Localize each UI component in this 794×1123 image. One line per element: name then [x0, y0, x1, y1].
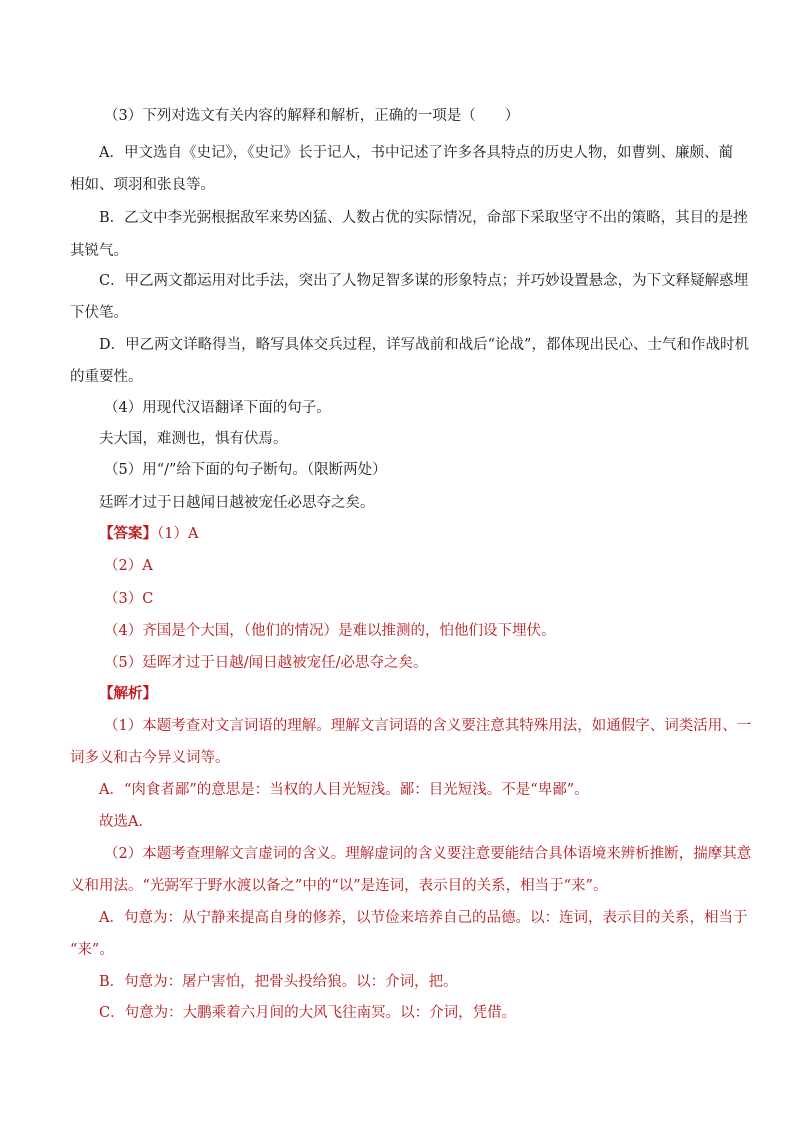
question-4-sentence: 夫大国，难测也，惧有伏焉。 — [99, 431, 288, 447]
analysis-p2-line-3: A．句意为：从宁静来提高自身的修养，以节俭来培养自己的品德。以：连词，表示目的关系，相当于 — [99, 910, 748, 926]
analysis-p2-line-2: 义和用法。“光弼军于野水渡以备之”中的“以”是连词，表示目的关系，相当于“来”。 — [70, 878, 608, 894]
analysis-p2-line-4: “来”。 — [70, 942, 114, 958]
analysis-p2-line-1: （2）本题考查理解文言虚词的含义。理解虚词的含义要注意要能结合具体语境来辨析推断，揣摩其意 — [104, 846, 752, 862]
answer-4: （4）齐国是个大国，（他们的情况）是难以推测的，怕他们设下埋伏。 — [104, 623, 556, 639]
analysis-p1-line-1: （1）本题考查对文言词语的理解。理解文言词语的含义要注意其特殊用法，如通假字、词类活用、一 — [104, 718, 752, 734]
option-b-line-1: B．乙文中李光弼根据敌军来势凶猛、人数占优的实际情况，命部下采取坚守不出的策略，其目的是挫 — [99, 210, 748, 226]
option-a-line-2: 相如、项羽和张良等。 — [70, 177, 215, 193]
answer-2: （2）A — [104, 558, 153, 574]
question-4: （4）用现代汉语翻译下面的句子。 — [104, 400, 331, 416]
analysis-p1-line-4: 故选A． — [99, 814, 153, 830]
option-d-line-2: 的重要性。 — [70, 369, 143, 385]
option-a-line-1: A．甲文选自《史记》，《史记》长于记人，书中记述了许多各具特点的历史人物，如曹刿、廉颇、蔺 — [99, 145, 733, 161]
question-5-sentence: 廷晖才过于日越闻日越被宠任必思夺之矣。 — [99, 495, 375, 511]
answer-1: （1）A — [157, 526, 199, 542]
analysis-p1-line-3: A．“肉食者鄙”的意思是：当权的人目光短浅。鄙：目光短浅。不是“卑鄙”。 — [99, 782, 589, 798]
analysis-p1-line-2: 词多义和古今异义词等。 — [70, 750, 230, 766]
option-b-line-2: 其锐气。 — [70, 243, 128, 259]
analysis-heading: 【解析】 — [99, 685, 157, 702]
answer-row-1 — [99, 524, 198, 544]
question-3: （3）下列对选文有关内容的解释和解析，正确的一项是（ ） — [104, 108, 520, 124]
option-c-line-1: C．甲乙两文都运用对比手法，突出了人物足智多谋的形象特点；并巧妙设置悬念，为下文释疑解惑埋 — [99, 273, 749, 289]
answer-5: （5）廷晖才过于日越/闻日越被宠任/必思夺之矣。 — [104, 655, 428, 671]
option-c-line-2: 下伏笔。 — [70, 305, 128, 321]
analysis-p2-line-5: B．句意为：屠户害怕，把骨头投给狼。以：介词，把。 — [99, 974, 458, 990]
analysis-p2-line-6: C．句意为：大鹏乘着六月间的大风飞往南冥。以：介词，凭借。 — [99, 1005, 517, 1021]
answer-heading: 【答案】 — [99, 525, 157, 542]
answer-3: （3）C — [104, 591, 154, 607]
question-5: （5）用“/”给下面的句子断句。（限断两处） — [104, 462, 387, 478]
option-d-line-1: D．甲乙两文详略得当，略写具体交兵过程，详写战前和战后“论战”，都体现出民心、士气和作战时机 — [99, 337, 749, 353]
